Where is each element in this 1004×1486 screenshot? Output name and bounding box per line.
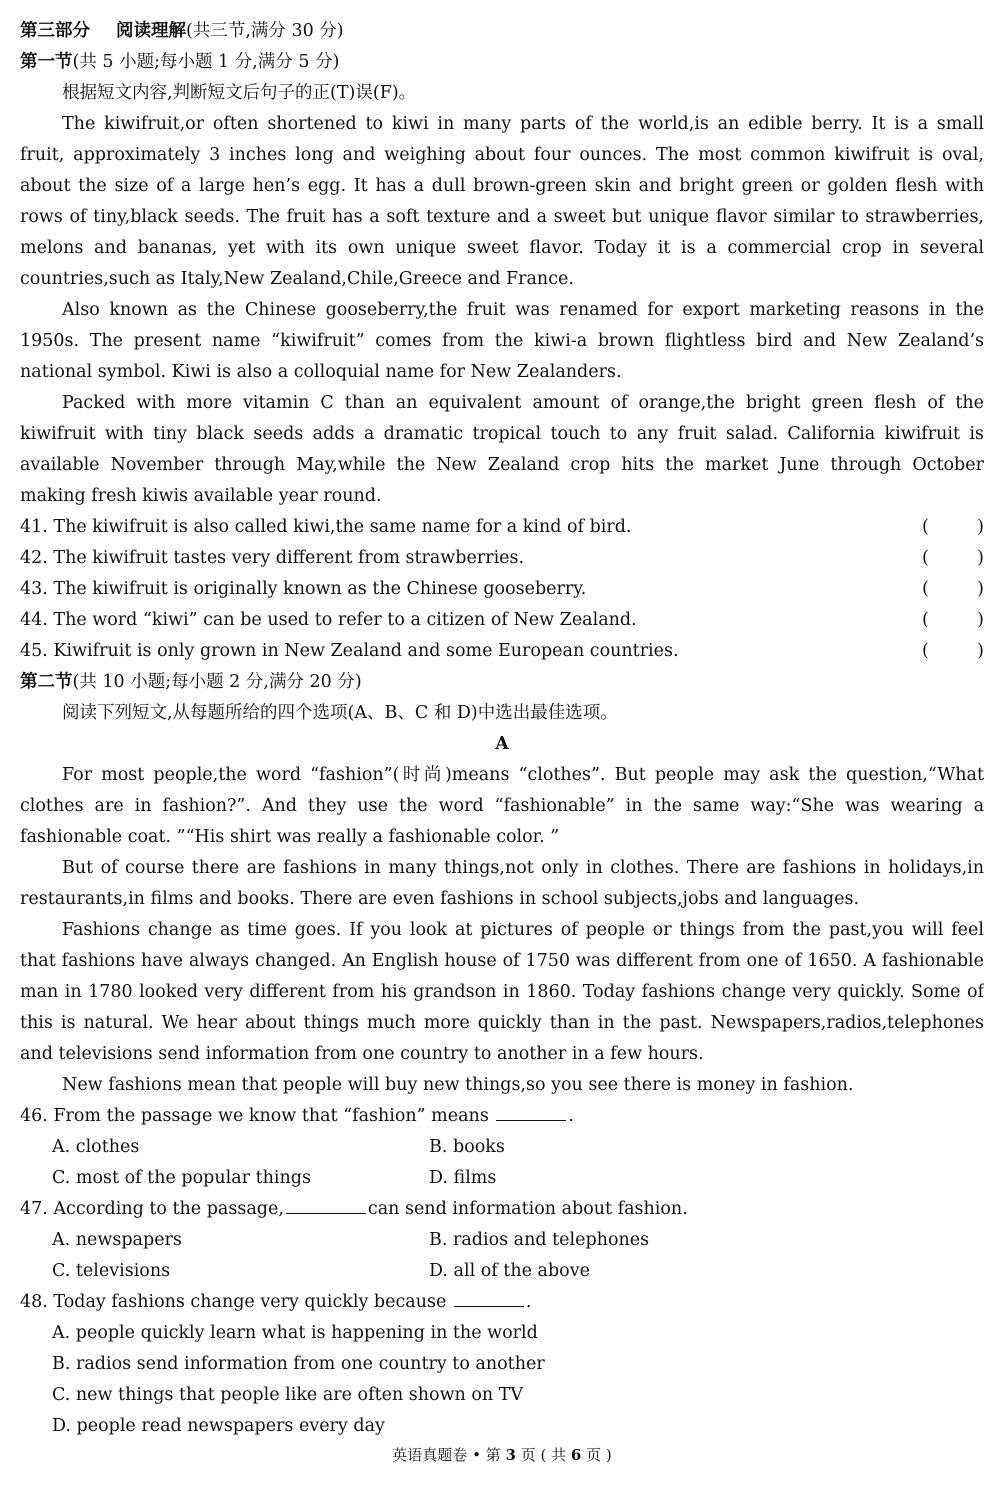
question-46-options-row bbox=[20, 1163, 984, 1194]
answer-blank[interactable] bbox=[286, 1195, 366, 1214]
footer-prefix: 英语真题卷 • 第 bbox=[392, 1446, 501, 1464]
passage-line: 1950s. The present name “kiwifruit” comes from the kiwi-a brown flightless bird and New Zealand’s bbox=[20, 331, 984, 351]
option-b[interactable]: B. books bbox=[429, 1137, 505, 1157]
answer-bracket[interactable]: ( ) bbox=[922, 517, 984, 537]
passage-line: this is natural. We hear about things much more quickly than in the past. Newspapers,radios,telephones bbox=[20, 1013, 984, 1033]
question-46: 46. From the passage we know that “fashion” means . bbox=[20, 1101, 984, 1132]
option-c[interactable]: C. televisions bbox=[52, 1261, 171, 1281]
part-note: (共三节,满分 30 分) bbox=[186, 21, 344, 41]
option-d[interactable]: D. people read newspapers every day bbox=[52, 1416, 385, 1436]
question-48: 48. Today fashions change very quickly because . bbox=[20, 1287, 984, 1318]
answer-bracket[interactable]: ( ) bbox=[922, 548, 984, 568]
passage-line: national symbol. Kiwi is also a colloquial name for New Zealanders. bbox=[20, 362, 622, 382]
page-footer bbox=[0, 1442, 1004, 1468]
question-42 bbox=[20, 543, 984, 574]
answer-blank[interactable] bbox=[454, 1288, 524, 1307]
question-41 bbox=[20, 512, 984, 543]
answer-bracket[interactable]: ( ) bbox=[922, 610, 984, 630]
option-b[interactable]: B. radios and telephones bbox=[429, 1230, 650, 1250]
passage-line: fashionable coat. ”“His shirt was really a fashionable color. ” bbox=[20, 827, 560, 847]
question-text: 42. The kiwifruit tastes very different from strawberries. bbox=[20, 548, 525, 568]
question-44 bbox=[20, 605, 984, 636]
passage-line: about the size of a large hen’s egg. It has a dull brown-green skin and bright green or golden flesh with bbox=[20, 176, 984, 196]
section2-title: 第二节 bbox=[20, 672, 73, 692]
question-46-options-row bbox=[20, 1132, 984, 1163]
question-47-options-row bbox=[20, 1225, 984, 1256]
passage-line: fruit, approximately 3 inches long and weighing about four ounces. The most common kiwifruit is oval, bbox=[20, 145, 984, 165]
exam-page bbox=[20, 16, 984, 1442]
question-stem: 47. According to the passage, bbox=[20, 1199, 284, 1219]
section1-passage bbox=[20, 109, 984, 512]
footer-suffix: 页 ) bbox=[586, 1446, 612, 1464]
option-a[interactable]: A. clothes bbox=[52, 1137, 140, 1157]
passage-line: clothes are in fashion?”. And they use the word “fashionable” in the same way:“She was wearing a bbox=[20, 796, 984, 816]
section1-header bbox=[20, 47, 984, 78]
passage-line: available November through May,while the New Zealand crop hits the market June through October bbox=[20, 455, 984, 475]
part-header bbox=[20, 16, 984, 47]
footer-total-pages: 6 bbox=[570, 1446, 582, 1464]
question-45 bbox=[20, 636, 984, 667]
section2-passage bbox=[20, 760, 984, 1101]
question-text: 43. The kiwifruit is originally known as the Chinese gooseberry. bbox=[20, 579, 587, 599]
passage-line: that fashions have always changed. An English house of 1750 was different from one of 1650. A fashionable bbox=[20, 951, 984, 971]
option-b[interactable]: B. radios send information from one country to another bbox=[52, 1354, 545, 1374]
passage-line: rows of tiny,black seeds. The fruit has a soft texture and a sweet but unique flavor similar to strawberries, bbox=[20, 207, 984, 227]
passage-line: making fresh kiwis available year round. bbox=[20, 486, 382, 506]
question-text: 44. The word “kiwi” can be used to refer to a citizen of New Zealand. bbox=[20, 610, 637, 630]
part-title: 阅读理解 bbox=[116, 21, 186, 41]
question-text: 41. The kiwifruit is also called kiwi,the same name for a kind of bird. bbox=[20, 517, 632, 537]
passage-line: Also known as the Chinese gooseberry,the fruit was renamed for export marketing reasons in the bbox=[62, 300, 984, 320]
footer-mid: 页 ( 共 bbox=[520, 1446, 567, 1464]
section1-title: 第一节 bbox=[20, 52, 73, 72]
question-text: 45. Kiwifruit is only grown in New Zealand and some European countries. bbox=[20, 641, 679, 661]
passage-line: melons and bananas, yet with its own unique sweet flavor. Today it is a commercial crop in several bbox=[20, 238, 984, 258]
section2-instruction: 阅读下列短文,从每题所给的四个选项(A、B、C 和 D)中选出最佳选项。 bbox=[62, 703, 618, 723]
true-false-questions bbox=[20, 512, 984, 667]
passage-line: For most people,the word “fashion”(时尚)means “clothes”. But people may ask the question,“What bbox=[62, 765, 984, 785]
option-a[interactable]: A. people quickly learn what is happening in the world bbox=[52, 1323, 538, 1343]
passage-line: New fashions mean that people will buy new things,so you see there is money in fashion. bbox=[62, 1075, 854, 1095]
passage-line: Packed with more vitamin C than an equivalent amount of orange,the bright green flesh of the bbox=[62, 393, 984, 413]
part-name: 第三部分 bbox=[20, 21, 90, 41]
question-stem: 46. From the passage we know that “fashion” means bbox=[20, 1106, 489, 1126]
passage-line: Fashions change as time goes. If you look at pictures of people or things from the past,you will feel bbox=[62, 920, 984, 940]
answer-bracket[interactable]: ( ) bbox=[922, 579, 984, 599]
answer-bracket[interactable]: ( ) bbox=[922, 641, 984, 661]
section1-instruction: 根据短文内容,判断短文后句子的正(T)误(F)。 bbox=[62, 83, 417, 103]
passage-line: man in 1780 looked very different from his grandson in 1860. Today fashions change very quickly. Some of bbox=[20, 982, 984, 1002]
question-47-options-row bbox=[20, 1256, 984, 1287]
passage-line: restaurants,in films and books. There are even fashions in school subjects,jobs and languages. bbox=[20, 889, 860, 909]
passage-line: and televisions send information from one country to another in a few hours. bbox=[20, 1044, 704, 1064]
question-stem-end: can send information about fashion. bbox=[367, 1199, 688, 1219]
section1-note: (共 5 小题;每小题 1 分,满分 5 分) bbox=[72, 52, 340, 72]
option-c[interactable]: C. most of the popular things bbox=[52, 1168, 311, 1188]
option-c[interactable]: C. new things that people like are often shown on TV bbox=[52, 1385, 524, 1405]
section2-header bbox=[20, 667, 984, 698]
footer-page-number: 3 bbox=[505, 1446, 516, 1464]
answer-blank[interactable] bbox=[496, 1102, 566, 1121]
question-47 bbox=[20, 1194, 984, 1225]
option-d[interactable]: D. all of the above bbox=[429, 1261, 590, 1281]
passage-label: A bbox=[495, 734, 509, 754]
question-stem: 48. Today fashions change very quickly because bbox=[20, 1292, 447, 1312]
passage-line: kiwifruit with tiny black seeds adds a dramatic tropical touch to any fruit salad. California kiwifruit is bbox=[20, 424, 984, 444]
option-d[interactable]: D. films bbox=[429, 1168, 497, 1188]
passage-line: The kiwifruit,or often shortened to kiwi in many parts of the world,is an edible berry. It is a small bbox=[62, 114, 984, 134]
question-43 bbox=[20, 574, 984, 605]
passage-line: countries,such as Italy,New Zealand,Chile,Greece and France. bbox=[20, 269, 574, 289]
section2-note: (共 10 小题;每小题 2 分,满分 20 分) bbox=[72, 672, 362, 692]
option-a[interactable]: A. newspapers bbox=[52, 1230, 182, 1250]
passage-line: But of course there are fashions in many things,not only in clothes. There are fashions in holidays,in bbox=[62, 858, 984, 878]
